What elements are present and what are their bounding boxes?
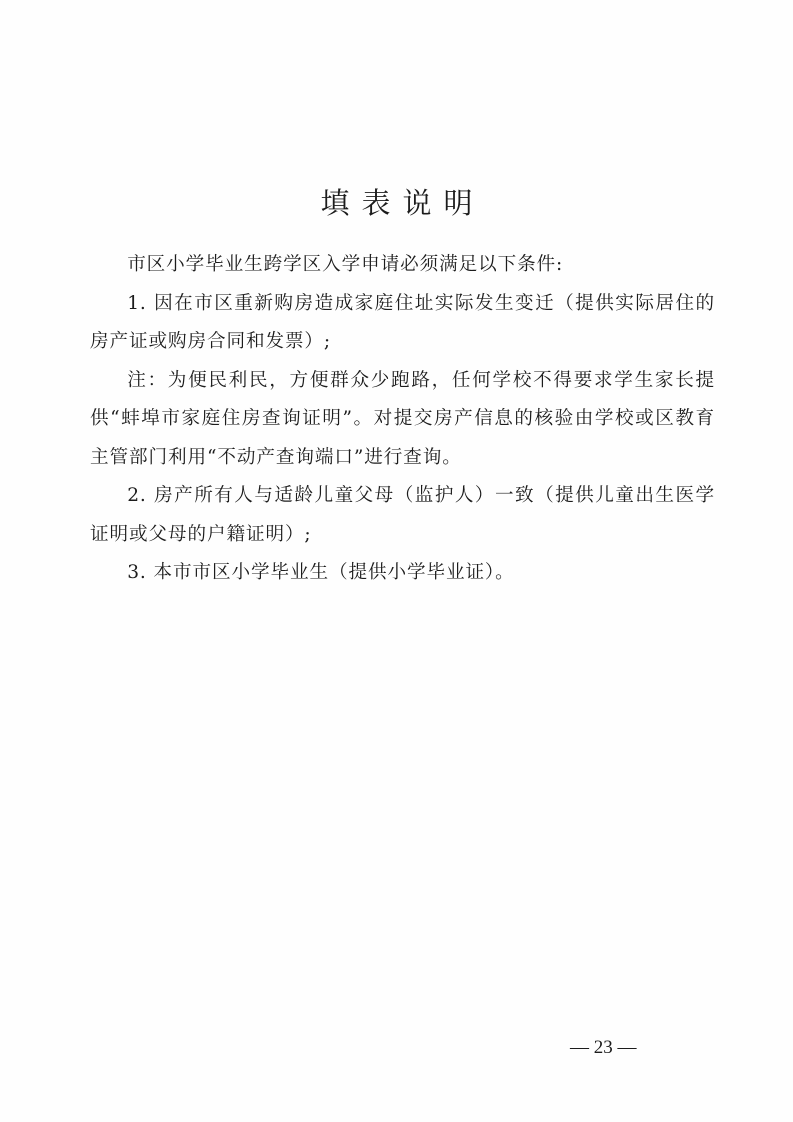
page-number: — 23 — bbox=[570, 1037, 637, 1058]
note-paragraph: 注：为便民利民，方便群众少跑路，任何学校不得要求学生家长提供“蚌埠市家庭住房查询证明”。对提交房产信息的核验由学校或区教育主管部门利用“不动产查询端口”进行查询。 bbox=[90, 369, 715, 468]
condition-item-2: 2. 房产所有人与适龄儿童父母（监护人）一致（提供儿童出生医学证明或父母的户籍证明）; bbox=[90, 485, 715, 545]
condition-item-3: 3. 本市市区小学毕业生（提供小学毕业证）。 bbox=[127, 562, 515, 583]
condition-item-1: 1. 因在市区重新购房造成家庭住址实际发生变迁（提供实际居住的房产证或购房合同和发票）; bbox=[90, 292, 715, 352]
document-title: 填表说明 bbox=[320, 186, 485, 220]
document-body bbox=[90, 246, 715, 593]
intro-paragraph: 市区小学毕业生跨学区入学申请必须满足以下条件: bbox=[127, 254, 564, 275]
